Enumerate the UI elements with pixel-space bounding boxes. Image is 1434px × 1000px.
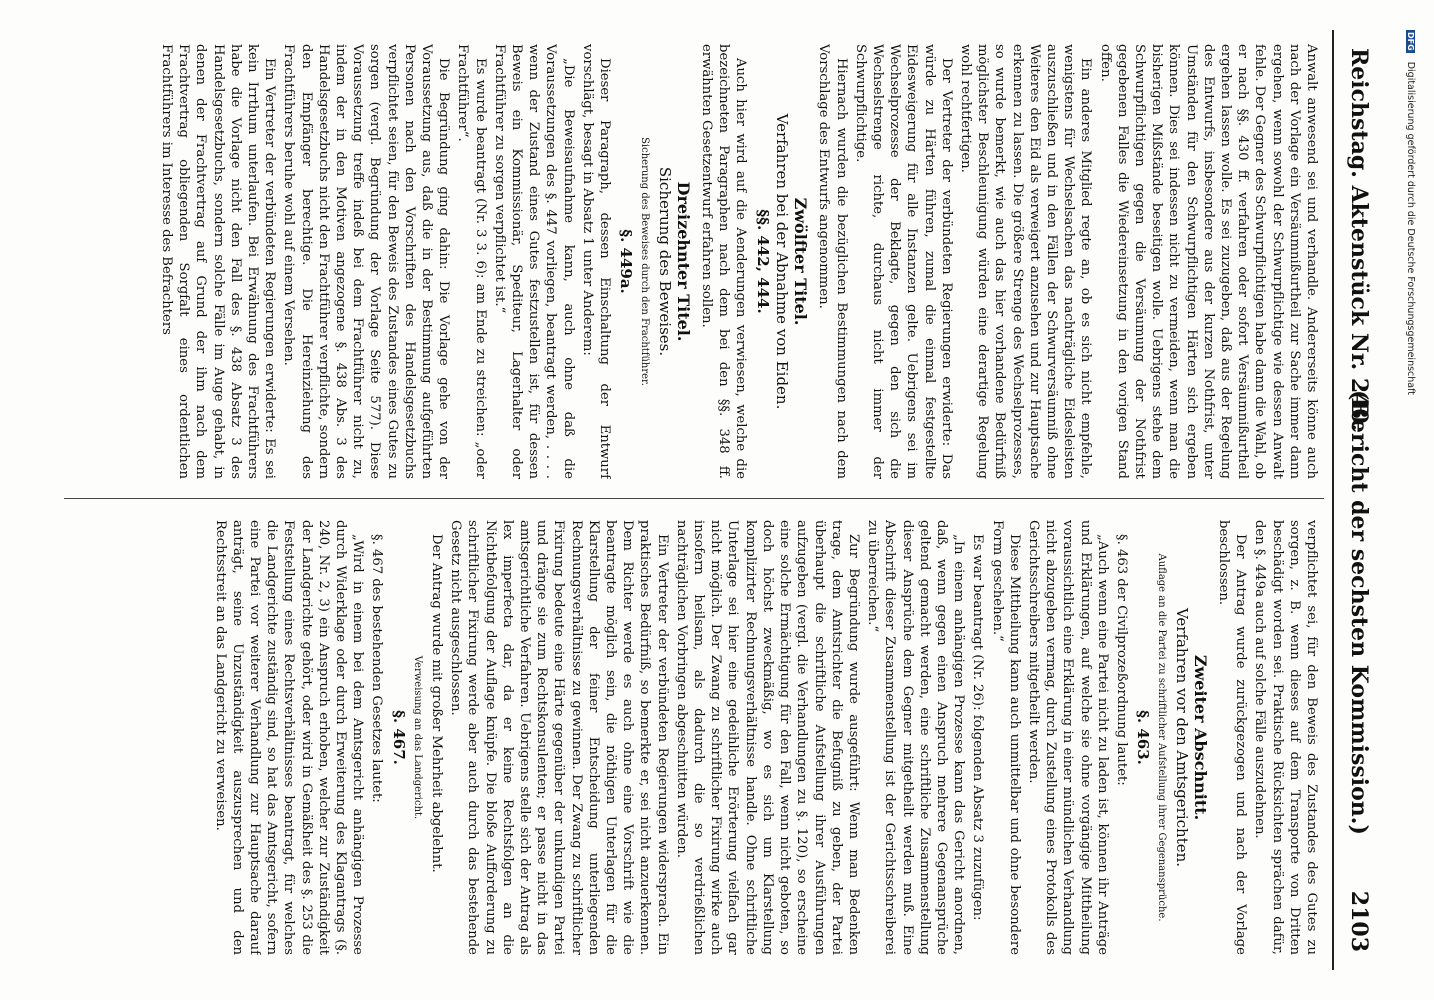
section-subtitle: Verfahren vor den Amtsgerichten. xyxy=(1172,607,1191,868)
left-column xyxy=(60,44,1320,479)
paragraph-heading: §. 467. xyxy=(389,710,408,765)
paragraph: Die Begründung ging dahin: Die Vorlage gehe von der Voraussetzung aus, daß die in der Bestimmung aufgeführten Personen nach den Vorschriften des Handelsgesetzbuchs verpflichtet seien, für den Beweis des Zustandes eines Gutes zu sorgen (vergl. Begründung der Vorlage Seite 577). Diese Voraussetzung treffe indeß bei dem Frachtführer nicht zu, indem der in den Motiven angezogene §. 438 Abs. 3 des Handelsgesetzbuchs nicht den Frachtführer verpflichte, sondern den Empfänger berechtige. Die Hereinziehung des Frachtführers beruhe wohl auf einem Versehen. xyxy=(281,44,452,479)
paragraph: Ein anderes Mitglied regte an, ob es sich nicht empfehle, wenigstens für Wechselsachen das nachträgliche Eidesleisten auszuschließen und in den Fällen der Schwurversäumniß ohne Weiteres den Eid als verweigert anzusehen und zur Hauptsache erkennen zu lassen. Die größere Strenge des Wechselprozesses, so wurde bemerkt, wie auch das hier vorhandene Bedürfniß möglichster Beschleunigung würden eine derartige Regelung wohl rechtfertigen. xyxy=(957,44,1094,479)
section-title: Dreizehnter Titel. xyxy=(673,181,693,342)
marginal-note: Verweisung an das Landgericht. xyxy=(411,655,423,820)
paragraph: Dieser Paragraph, dessen Einschaltung der Entwurf vorschlägt, besagt in Absatz 1 unter Anderem: xyxy=(579,44,613,479)
paragraph: Es war beantragt (Nr. 26): folgenden Absatz 3 zuzufügen: xyxy=(970,534,986,921)
paragraph: Hiernach wurden die bezüglichen Bestimmungen nach dem Vorschlage des Entwurfs angenommen. xyxy=(816,44,849,479)
header-rule xyxy=(1332,30,1334,970)
paragraph: Der Antrag wurde mit großer Mehrheit abgelehnt. xyxy=(429,534,445,873)
quoted-paragraph: „In einem anhängigen Prozesse kann das Gericht anordnen, daß, wenn gegen einen Anspruch mehrere Gegenansprüche geltend gemacht werden, eine schriftliche Zusammenstellung dieser Ansprüche dem Gegner mitgetheilt werden muß. Eine Abschrift dieser Zusammenstellung ist der Gerichtsschreiberei zu überreichen.“ xyxy=(865,520,967,955)
dfg-logo: DFG xyxy=(1406,32,1415,51)
running-header xyxy=(1338,30,1372,970)
header-center: (Bericht der sechsten Kommission.) xyxy=(1346,390,1372,835)
header-left: Reichstag. Aktenstück Nr. 240. xyxy=(1346,48,1372,432)
marginal-note: Sicherung des Beweises durch den Frachtführer. xyxy=(639,137,651,386)
paragraph: verpflichtet sei, für den Beweis des Zustandes des Gutes zu sorgen, z. B. wenn dieses auf dem Transporte von Dritten beschädigt worden sei. Praktische Rücksichten sprächen dafür, den §. 449a auch auf solche Fälle auszudehnen. xyxy=(1252,520,1319,955)
paragraph: Auch hier wird auf die Aenderungen verwiesen, welche die bezeichneten Paragraphen nach dem bei den §§. 348 ff. erwähnten Gesetzentwurf erfahren sollen. xyxy=(699,44,749,479)
paragraph: §. 463 der Civilprozeßordnung lautet: xyxy=(1113,534,1129,786)
paragraph: Ein Vertreter der verbündeten Regierungen widersprach. Ein praktisches Bedürfniß, so bemerkte er, sei nicht anzuerkennen. Dem Richter werde es auch ohne eine Vorschrift wie die beantragte möglich sein, die nöthigen Unterlagen für die Klarstellung der feiner Entscheidung unterliegenden Rechnungsverhältnisse zu gewinnen. Der Zwang zu schriftlicher Fixirung bedeute eine Härte gegenüber der unkundigen Partei und dränge sie zum Rechtskonsulenten; er passe nicht in das amtsgerichtliche Verfahren. Uebrigens stelle sich der Antrag als lex imperfecta dar, da er keine Rechtsfolgen an die Nichtbefolgung der Auflage knüpfe. Die bloße Aufforderung zu schriftlicher Fixirung werde aber auch durch das bestehende Gesetz nicht ausgeschlossen. xyxy=(448,520,670,955)
column-divider xyxy=(64,498,1324,499)
rotated-document-page xyxy=(52,30,1372,970)
funding-note xyxy=(1402,30,1416,930)
paragraph-heading: §§. 442, 444. xyxy=(753,209,772,314)
funding-text: Digitalisierung gefördert durch die Deutsche Forschungsgemeinschaft xyxy=(1405,61,1416,396)
page-number: 2103 xyxy=(1346,890,1372,952)
section-title: Zweiter Abschnitt. xyxy=(1190,654,1210,821)
marginal-note: Auflage an die Partei zu schriftlicher Aufstellung ihrer Gegenansprüche. xyxy=(1156,553,1168,922)
quoted-paragraph: „Die Beweisaufnahme kann, auch ohne daß die Voraussetzungen des §. 447 vorliegen, beantragt werden, . . . . wenn der Zustand eines Gutes festzustellen ist, für dessen Beweis ein Kommissionär, Spediteur, Lagerhalter oder Frachtführer zu sorgen verpflichtet ist.“ xyxy=(491,44,576,479)
paragraph: Der Vertreter der verbündeten Regierungen erwiderte: Das würde zu Härten führen, zumal die einmal festgestellte Eidesweigerung für alle Instanzen gelte. Uebrigens sei im Wechselprozesse der Beklagte, gegen den sich die Wechselstrenge richte, durchaus nicht immer der Schwurpflichtige. xyxy=(852,44,954,479)
paragraph: Der Antrag wurde zurückgezogen und nach der Vorlage beschlossen. xyxy=(1215,520,1249,955)
paragraph: Es wurde beantragt (Nr. 3 3. 6): am Ende zu streichen: „oder Frachtführer“. xyxy=(455,44,488,479)
section-title: Zwölfter Titel. xyxy=(791,197,811,326)
quoted-paragraph: „Auch wenn eine Partei nicht zu laden ist, können ihr Anträge und Erklärungen, auf welche sie ohne vorgängige Mittheilung voraussichtlich eine Erklärung in einer mündlichen Verhandlung nicht abzugeben vermag, durch Zustellung eines Protokolls des Gerichtsschreibers mitgetheilt werden. xyxy=(1025,520,1110,955)
quoted-paragraph: „Wird in einem bei dem Amtsgericht anhängigen Prozesse durch Widerklage oder durch Erweiterung des Klagantrags (§. 240, Nr. 2, 3) ein Anspruch erhoben, welcher zur Zuständigkeit der Landgerichte gehört, oder wird in Gemäßheit des §. 253 die Feststellung eines Rechtsverhältnisses beantragt, für welches die Landgerichte zuständig sind, so hat das Amtsgericht, sofern eine Partei vor weiterer Verhandlung zur Hauptsache darauf anträgt, seine Unzuständigkeit auszusprechen und den Rechtsstreit an das Landgericht zu verweisen. xyxy=(212,520,366,955)
paragraph: Anwalt anwesend sei und verhandle. Andererseits könne auch nach der Vorlage ein Versäumnißurtheil zur Sache immer dann ergehen, wenn sowohl der Schwurpflichtige wie dessen Anwalt fehle. Der Gegner des Schwurpflichtigen habe dann die Wahl, ob er nach §§. 430 ff. verfahren oder sofort Versäumnißurtheil ergehen lassen wolle. Es sei zuzugeben, daß aus der Regelung des Entwurfs, insbesondere aus der kurzen Nothfrist, unter Umständen für den Schwurpflichtigen Härten sich ergeben können. Dies sei indessen nicht zu vermeiden, wenn man die bisherigen Mißstände beseitigen wolle. Uebrigens stehe dem Schwurpflichtigen gegen die Versäumung der Nothfrist gegebenen Falles die Wiedereinsetzung in den vorigen Stand offen. xyxy=(1097,44,1319,479)
section-subtitle: Verfahren bei der Abnahme von Eiden. xyxy=(772,113,791,410)
paragraph-heading: §. 449a. xyxy=(617,229,636,294)
paragraph: Zur Begründung wurde ausgeführt: Wenn man Bedenken trage, dem Amtsrichter die Befugniß zu geben, der Partei überhaupt die schriftliche Aufstellung ihrer Ausführungen aufzugeben (vergl. die Verhandlungen zu §. 120), so erscheine eine solche Ermächtigung für den Fall, wenn nicht geboten, so doch höchst zweckmäßig, wo es sich um Klarstellung komplizirter Rechnungsverhältnisse handle. Ohne schriftliche Unterlage sei hier eine gedeihliche Erörterung vielfach gar nicht möglich. Der Zwang zu schriftlicher Fixirung wirke auch insofern heilsam, als dadurch die so verdrießlichen nachträglichen Vorbringen abgeschnitten würden. xyxy=(673,520,861,955)
section-subtitle: Sicherung des Beweises. xyxy=(655,166,674,357)
paragraph-heading: §. 463. xyxy=(1134,710,1153,765)
right-column xyxy=(60,520,1320,955)
quoted-paragraph: Diese Mittheilung kann auch unmittelbar und ohne besondere Form geschehen.“ xyxy=(989,520,1022,955)
paragraph: Ein Vertreter der verbündeten Regierungen erwiderte: Es sei kein Irrthum unterlaufen. Bei Erwähnung des Frachtführers habe die Vorlage nicht den Fall des §. 438 Absatz 3 des Handelsgesetzbuchs, sondern solche Fälle im Auge gehabt, in denen der Frachtvertrag auf Grund der ihm nach dem Frachtvertrag obliegenden Sorgfalt eines ordentlichen Frachtführers im Interesse des Befrachters xyxy=(159,44,278,479)
paragraph: §. 467 des bestehenden Gesetzes lautet: xyxy=(369,534,385,803)
